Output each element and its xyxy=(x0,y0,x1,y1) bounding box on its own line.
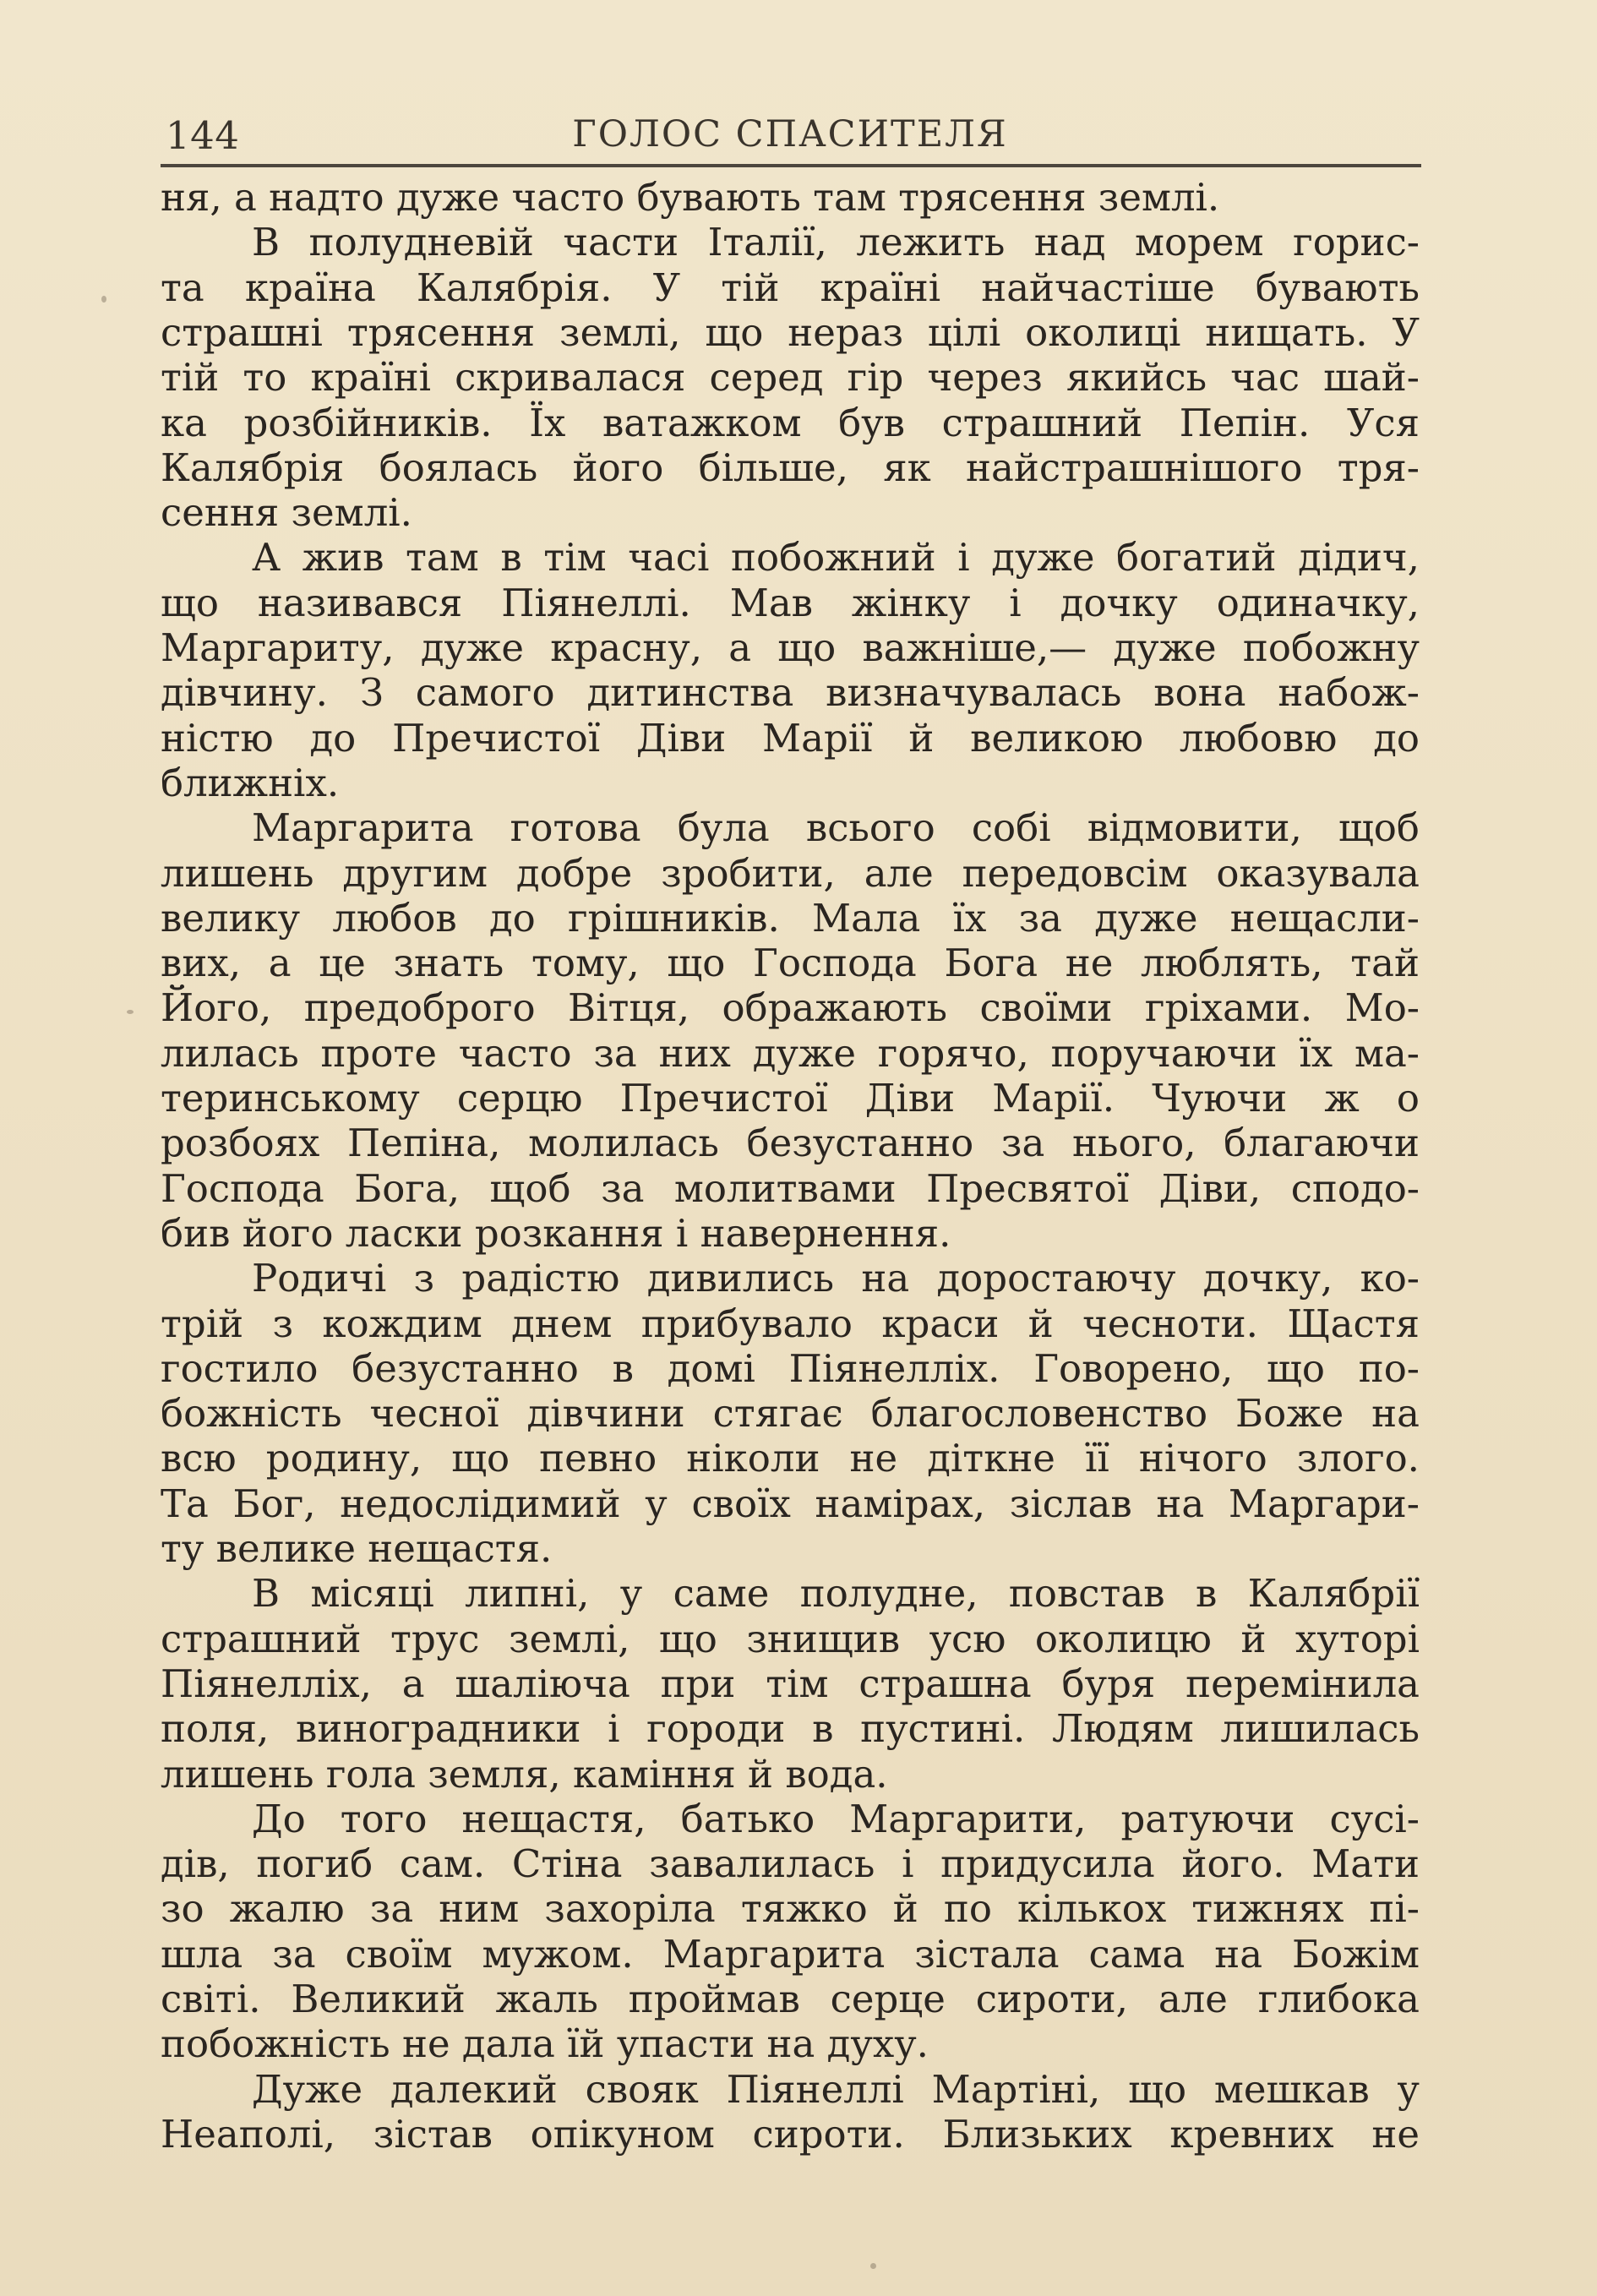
text-line: ня, а надто дуже часто бувають там трясення землі. xyxy=(161,175,1220,220)
text-line: Дуже далекий свояк Піянеллі Мартіні, що мешкав у xyxy=(252,2067,1420,2112)
text-line: трій з кождим днем прибувало краси й чесноти. Щастя xyxy=(161,1301,1420,1346)
text-line: що називався Піянеллі. Мав жінку і дочку одиначку, xyxy=(161,581,1420,625)
text-line: дів, погиб сам. Стіна завалилась і придусила його. Мати xyxy=(161,1841,1420,1886)
text-line: гостило безустанно в домі Піянелліх. Говорено, що по- xyxy=(161,1346,1420,1391)
header-rule xyxy=(161,164,1421,167)
text-line: велику любов до грішників. Мала їх за дуже нещасли- xyxy=(161,896,1420,941)
text-line: та країна Калябрія. У тій країні найчастіше бувають xyxy=(161,265,1420,310)
text-line: В полудневій части Італії, лежить над морем горис- xyxy=(252,220,1420,265)
text-line: Родичі з радістю дивились на доростаючу дочку, ко- xyxy=(252,1256,1420,1301)
page-header xyxy=(161,108,1420,167)
text-line: Піянелліх, а шаліюча при тім страшна буря перемінила xyxy=(161,1661,1420,1706)
text-line: страшний трус землі, що знищив усю околицю й хуторі xyxy=(161,1617,1420,1661)
text-line: ка розбійників. Їх ватажком був страшний Пепін. Уся xyxy=(161,401,1420,445)
text-line: сення землі. xyxy=(161,490,412,535)
text-line: лилась проте часто за них дуже горячо, поручаючи їх ма- xyxy=(161,1031,1420,1076)
text-line: До того нещастя, батько Маргарити, ратуючи сусі- xyxy=(252,1797,1420,1841)
paper-speck xyxy=(101,296,106,303)
text-line: ту велике нещастя. xyxy=(161,1526,553,1571)
text-line: ністю до Пречистої Діви Марії й великою любовю до xyxy=(161,716,1420,761)
text-line: вих, а це знать тому, що Господа Бога не люблять, тай xyxy=(161,941,1420,985)
text-line: Калябрія боялась його більше, як найстрашнішого тря- xyxy=(161,445,1420,490)
text-line: світі. Великий жаль проймав серце сироти, але глибока xyxy=(161,1977,1420,2021)
text-line: лишень другим добре зробити, але передовсім оказувала xyxy=(161,851,1420,896)
text-line: зо жалю за ним захоріла тяжко й по кількох тижнях пі- xyxy=(161,1886,1420,1931)
text-line: Неаполі, зістав опікуном сироти. Близьких кревних не xyxy=(161,2112,1420,2157)
paper-speck xyxy=(870,2263,876,2269)
text-line: побожність не дала їй упасти на духу. xyxy=(161,2021,929,2066)
text-line: Його, предоброго Вітця, ображають своїми гріхами. Мо- xyxy=(161,985,1420,1030)
text-line: Маргарита готова була всього собі відмовити, щоб xyxy=(252,805,1420,850)
text-line: А жив там в тім часі побожний і дуже богатий дідич, xyxy=(252,535,1420,580)
text-line: шла за своїм мужом. Маргарита зістала сама на Божім xyxy=(161,1932,1420,1977)
text-line: бив його ласки розкання і навернення. xyxy=(161,1211,951,1256)
text-line: дівчину. З самого дитинства визначувалась вона набож- xyxy=(161,670,1420,715)
page-number: 144 xyxy=(166,113,240,158)
text-line: поля, виноградники і городи в пустині. Людям лишилась xyxy=(161,1706,1420,1751)
text-line: Господа Бога, щоб за молитвами Пресвятої Діви, сподо- xyxy=(161,1166,1420,1211)
text-line: божність чесної дівчини стягає благословенство Боже на xyxy=(161,1391,1420,1436)
text-line: страшні трясення землі, що нераз цілі околиці нищать. У xyxy=(161,310,1420,355)
text-line: лишень гола земля, каміння й вода. xyxy=(161,1752,888,1797)
text-line: Маргариту, дуже красну, а що важніше,— дуже побожну xyxy=(161,625,1420,670)
body-text xyxy=(161,176,1420,2162)
paper-speck xyxy=(127,1010,134,1014)
text-line: тій то країні скривалася серед гір через якийсь час шай- xyxy=(161,355,1420,400)
running-title: ГОЛОС СПАСИТЕЛЯ xyxy=(572,113,1008,155)
text-line: В місяці липні, у саме полудне, повстав в Калябрії xyxy=(252,1571,1420,1616)
text-line: ближніх. xyxy=(161,761,340,805)
text-line: всю родину, що певно ніколи не діткне її нічого злого. xyxy=(161,1436,1420,1481)
text-line: теринському серцю Пречистої Діви Марії. Чуючи ж о xyxy=(161,1076,1420,1121)
text-line: Та Бог, недослідимий у своїх намірах, зіслав на Маргари- xyxy=(161,1481,1420,1526)
text-line: розбоях Пепіна, молилась безустанно за нього, благаючи xyxy=(161,1121,1420,1165)
